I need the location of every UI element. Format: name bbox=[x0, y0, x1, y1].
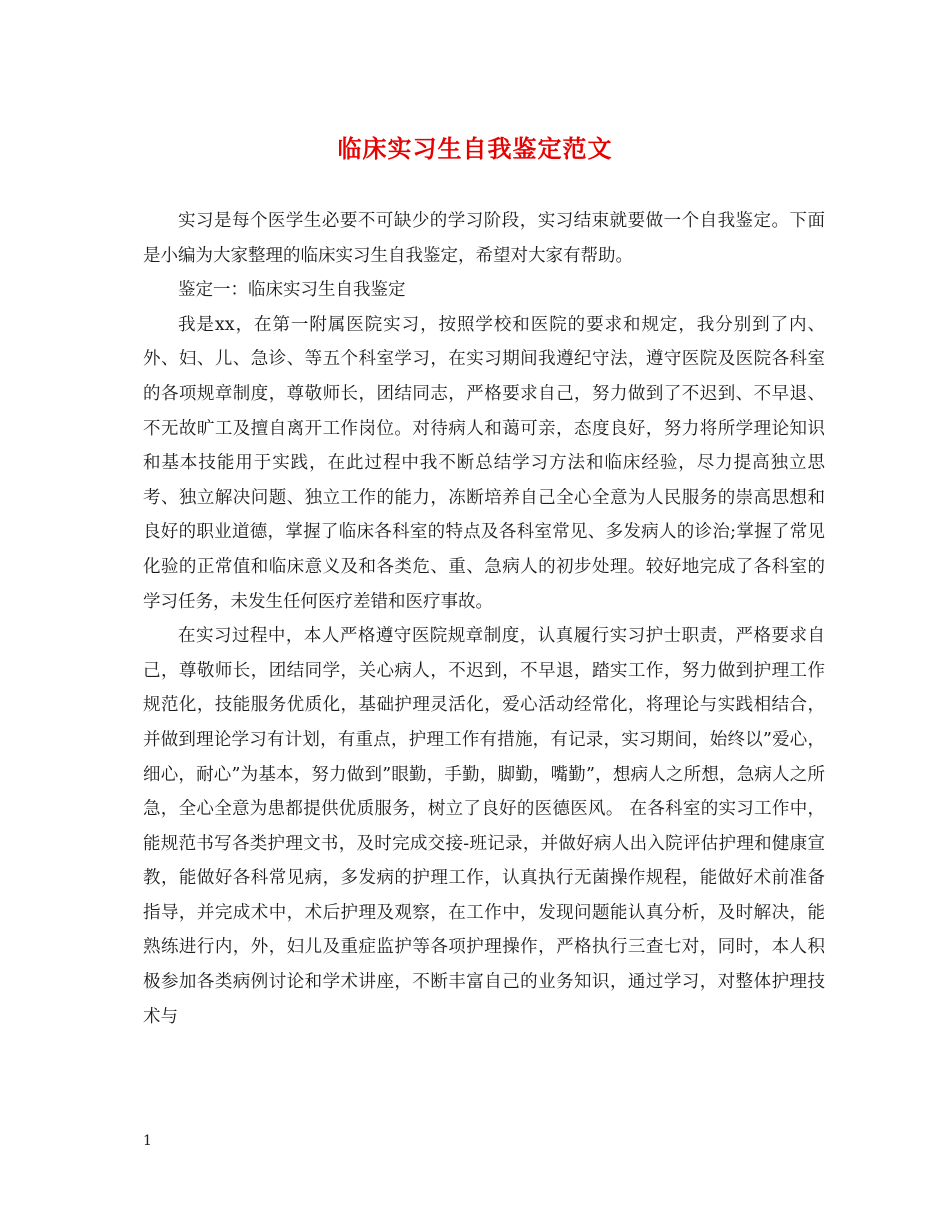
section-heading: 鉴定一：临床实习生自我鉴定 bbox=[178, 280, 406, 301]
document-title: 临床实习生自我鉴定范文 bbox=[337, 134, 613, 163]
page-number: 1 bbox=[143, 1133, 152, 1149]
intro-paragraph: 实习是每个医学生必要不可缺少的学习阶段，实习结束就要做一个自我鉴定。下面是小编为大家整理的临床实习生自我鉴定，希望对大家有帮助。 bbox=[143, 211, 825, 266]
document-body bbox=[143, 204, 825, 1034]
body-paragraph: 在实习过程中，本人严格遵守医院规章制度，认真履行实习护士职责，严格要求自己，尊敬师长，团结同学，关心病人，不迟到，不早退，踏实工作，努力做到护理工作规范化，技能服务优质化，基础护理灵活化，爱心活动经常化，将理论与实践相结合，并做到理论学习有计划，有重点，护理工作有措施，有记录，实习期间，始终以”爱心，细心，耐心”为基本，努力做到”眼勤，手勤，脚勤，嘴勤”，想病人之所想，急病人之所急，全心全意为患都提供优质服务，树立了良好的医德医风。 在各科室的实习工作中，能规范书写各类护理文书，及时完成交接-班记录，并做好病人出入院评估护理和健康宣教，能做好各科常见病，多发病的护理工作，认真执行无菌操作规程，能做好术前准备指导，并完成术中，术后护理及观察，在工作中，发现问题能认真分析，及时解决，能熟练进行内，外，妇儿及重症监护等各项护理操作，严格执行三查七对，同时，本人积极参加各类病例讨论和学术讲座，不断丰富自己的业务知识，通过学习，对整体护理技术与 bbox=[143, 626, 825, 1027]
body-paragraph: 我是xx，在第一附属医院实习，按照学校和医院的要求和规定，我分别到了内、外、妇、儿、急诊、等五个科室学习，在实习期间我遵纪守法，遵守医院及医院各科室的各项规章制度，尊敬师长，团结同志，严格要求自己，努力做到了不迟到、不早退、不无故旷工及擅自离开工作岗位。对待病人和蔼可亲，态度良好，努力将所学理论知识和基本技能用于实践，在此过程中我不断总结学习方法和临床经验，尽力提高独立思考、独立解决问题、独立工作的能力，冻断培养自己全心全意为人民服务的崇高思想和良好的职业道德，掌握了临床各科室的特点及各科室常见、多发病人的诊治;掌握了常见化验的正常值和临床意义及和各类危、重、急病人的初步处理。较好地完成了各科室的学习任务，未发生任何医疗差错和医疗事故。 bbox=[143, 314, 825, 612]
